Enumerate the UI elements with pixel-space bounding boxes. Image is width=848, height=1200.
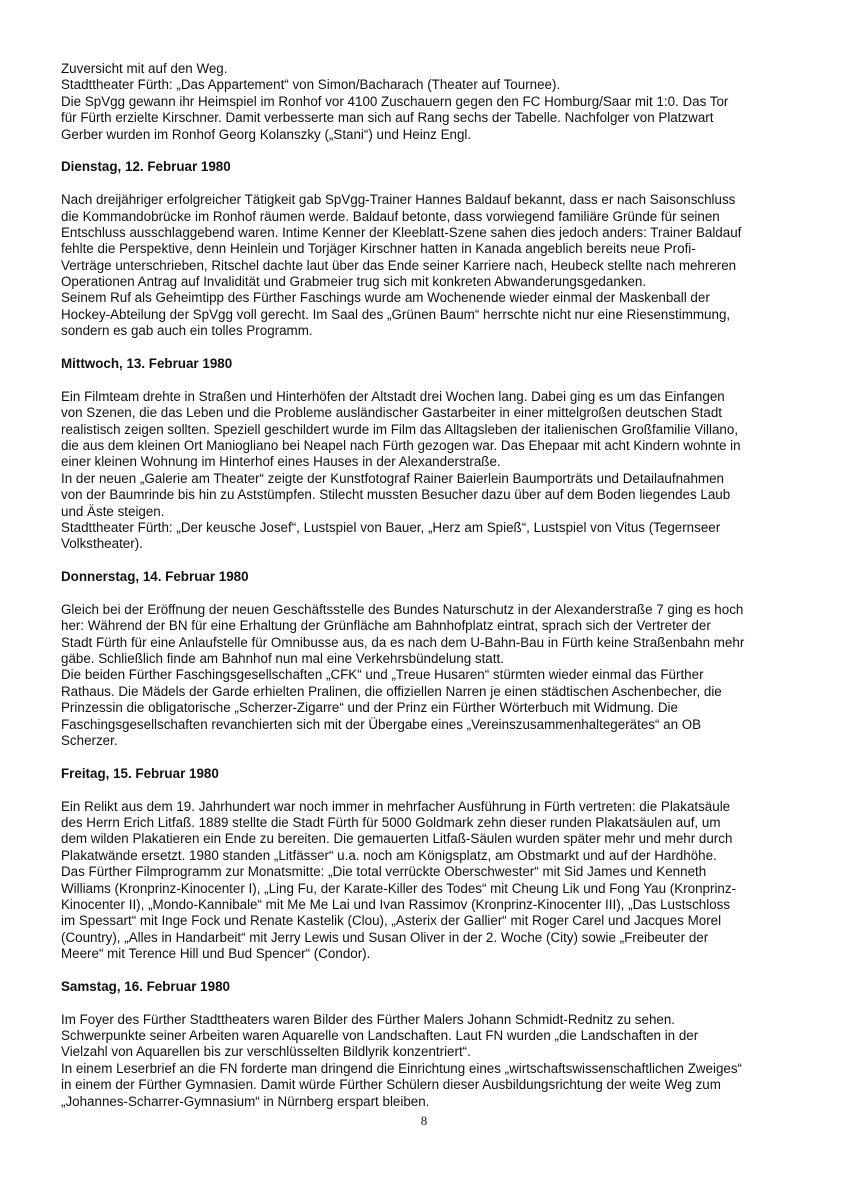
text-line: Verträge unterschrieben, Ritschel dachte laut über das Ende seiner Karriere nach, Heubeck stellte nach mehreren xyxy=(61,257,737,273)
blank-line xyxy=(61,553,744,569)
page-number: 8 xyxy=(420,1113,428,1128)
text-line: (Country), „Alles in Handarbeit“ mit Jerry Lewis und Susan Oliver in der 2. Woche (City) sowie „Freibeuter der xyxy=(61,929,709,945)
paragraph xyxy=(61,667,744,749)
text-line: Zuversicht mit auf den Weg. xyxy=(61,61,228,76)
text-line: her: Während der BN für eine Erhaltung der Grünfläche am Bahnhofplatz eintrat, sprach sich der Vertreter der xyxy=(61,618,711,634)
text-line: Vielzahl von Aquarellen bis zur verschlüsselten Bildlyrik konzentriert“. xyxy=(61,1044,471,1060)
text-line: fehlte die Perspektive, denn Heinlein und Torjäger Kirschner hatten in Kanada angeblich bereits neue Profi- xyxy=(61,241,696,257)
paragraph xyxy=(61,799,744,865)
date-heading: Dienstag, 12. Februar 1980 xyxy=(61,159,231,175)
blank-line xyxy=(61,176,744,192)
text-line: Williams (Kronprinz-Kinocenter I), „Ling Fu, der Karate-Killer des Todes“ mit Cheung Lik und Fong Yau (Kronprinz- xyxy=(61,880,737,896)
paragraph xyxy=(61,602,744,668)
blank-line xyxy=(61,340,744,356)
date-heading: Freitag, 15. Februar 1980 xyxy=(61,765,219,781)
text-line: Kinocenter II), „Mondo-Kannibale“ mit Me Me Lai und Ivan Rassimov (Kronprinz-Kinocenter III), „Das Lustschloss xyxy=(61,896,731,912)
paragraph xyxy=(61,290,744,339)
paragraph xyxy=(61,864,744,962)
text-line: realistisch zeigen sollten. Speziell geschildert wurde im Film das Alltagsleben der italienischen Großfamilie Villano, xyxy=(61,421,739,437)
text-line: Stadttheater Fürth: „Der keusche Josef“, Lustspiel von Bauer, „Herz am Spieß“, Lustspiel von Vitus (Tegernseer xyxy=(61,519,721,535)
text-line: und Äste steigen. xyxy=(61,503,165,519)
paragraph xyxy=(61,61,744,77)
paragraph xyxy=(61,1061,744,1110)
text-line: Stadttheater Fürth: „Das Appartement“ von Simon/Bacharach (Theater auf Tournee). xyxy=(61,77,561,93)
text-line: Gleich bei der Eröffnung der neuen Geschäftsstelle des Bundes Naturschutz in der Alexanderstraße 7 ging es hoch xyxy=(61,601,744,617)
blank-line xyxy=(61,143,744,159)
text-line: sondern es gab auch ein tolles Programm. xyxy=(61,323,313,339)
date-heading: Samstag, 16. Februar 1980 xyxy=(61,978,230,994)
text-line: Seinem Ruf als Geheimtipp des Fürther Faschings wurde am Wochenende wieder einmal der Maskenball der xyxy=(61,290,710,306)
text-line: Ein Relikt aus dem 19. Jahrhundert war noch immer in mehrfacher Ausführung in Fürth vertreten: die Plakatsäule xyxy=(61,798,731,814)
text-line: Stadt Fürth für eine Anlaufstelle für Omnibusse aus, da es nach dem U-Bahn-Bau in Fürth keine Straßenbahn mehr xyxy=(61,634,745,650)
text-line: Rathaus. Die Mädels der Garde erhielten Pralinen, die offiziellen Narren je einen städtischen Aschenbecher, die xyxy=(61,683,722,699)
text-line: Scherzer. xyxy=(61,733,118,749)
paragraph xyxy=(61,389,744,471)
paragraph xyxy=(61,520,744,553)
text-line: dem wilden Plakatieren ein Ende zu bereiten. Die gemauerten Litfaß-Säulen wurden später mehr und mehr durch xyxy=(61,831,733,847)
date-heading: Mittwoch, 13. Februar 1980 xyxy=(61,356,233,372)
text-line: Prinzessin die obligatorische „Scherzer-Zigarre“ und der Prinz ein Fürther Wörterbuch mit Widmung. Die xyxy=(61,700,678,716)
text-line: für Fürth erzielte Kirschner. Damit verbesserte man sich auf Rang sechs der Tabelle. Nachfolger von Platzwart xyxy=(61,110,714,126)
text-line: Plakatwände ersetzt. 1980 standen „Litfässer“ u.a. noch am Königsplatz, am Obstmarkt und auf der Hardhöhe. xyxy=(61,847,717,863)
text-line: Volkstheater). xyxy=(61,536,143,552)
blank-line xyxy=(61,962,744,978)
blank-line xyxy=(61,995,744,1011)
blank-line xyxy=(61,749,744,765)
text-line: Meere“ mit Terence Hill und Bud Spencer“ (Condor). xyxy=(61,946,371,962)
text-line: des Herrn Erich Litfaß. 1889 stellte die Stadt Fürth für 5000 Goldmark zehn dieser runden Plakatsäulen auf, um xyxy=(61,814,721,830)
text-line: In der neuen „Galerie am Theater“ zeigte der Kunstfotograf Rainer Baierlein Baumporträts und Detailaufnahmen xyxy=(61,470,724,486)
text-line: Operationen Antrag auf Invalidität und Grabmeier trug sich mit konkreten Abwanderungsgedanken. xyxy=(61,274,647,290)
text-line: „Johannes-Scharrer-Gymnasium“ in Nürnberg erspart bleiben. xyxy=(61,1093,430,1109)
text-line: in einem der Fürther Gymnasien. Damit würde Fürther Schülern dieser Ausbildungsrichtung der weite Weg zum xyxy=(61,1077,721,1093)
text-line: Das Fürther Filmprogramm zur Monatsmitte: „Die total verrückte Oberschwester“ mit Sid James und Kenneth xyxy=(61,864,707,880)
text-line: Im Foyer des Fürther Stadttheaters waren Bilder des Fürther Malers Johann Schmidt-Rednitz zu sehen. xyxy=(61,1011,676,1027)
text-line: Die SpVgg gewann ihr Heimspiel im Ronhof vor 4100 Zuschauern gegen den FC Homburg/Saar mit 1:0. Das Tor xyxy=(61,93,729,109)
text-line: Schwerpunkte seiner Arbeiten waren Aquarelle von Landschaften. Laut FN wurden „die Landschaften in der xyxy=(61,1028,699,1044)
text-line: die Kommandobrücke im Ronhof räumen werde. Baldauf betonte, dass vorwiegend familiäre Gründe für seinen xyxy=(61,208,720,224)
text-line: im Spessart“ mit Inge Fock und Renate Kastelik (Clou), „Asterix der Gallier“ mit Roger Carel und Jacques Morel xyxy=(61,913,722,929)
blank-line xyxy=(61,372,744,388)
text-line: von Szenen, die das Leben und die Probleme ausländischer Gastarbeiter in einer mittelgroßen deutschen Stadt xyxy=(61,405,723,421)
text-line: gäbe. Schließlich finde am Bahnhof nun mal eine Verkehrsbündelung statt. xyxy=(61,651,504,667)
text-line: Hockey-Abteilung der SpVgg voll gerecht. Im Saal des „Grünen Baum“ herrschte nicht nur eine Riesenstimmung, xyxy=(61,306,731,322)
paragraph xyxy=(61,192,744,290)
text-line: Entschluss ausschlaggebend waren. Intime Kenner der Kleeblatt-Szene sahen dies jedoch anders: Trainer Baldauf xyxy=(61,224,742,240)
text-line: Faschingsgesellschaften revanchierten sich mit der Übergabe eines „Vereinszusammenhaltegerätes“ an OB xyxy=(61,716,702,732)
paragraph xyxy=(61,471,744,520)
text-line: Ein Filmteam drehte in Straßen und Hinterhöfen der Altstadt drei Wochen lang. Dabei ging es um das Einfangen xyxy=(61,388,725,404)
paragraph xyxy=(61,77,744,93)
text-line: von der Baumrinde bis hin zu Aststümpfen. Stilecht mussten Besucher dazu über auf dem Boden liegendes Laub xyxy=(61,487,731,503)
text-line: die aus dem kleinen Ort Maniogliano bei Neapel nach Fürth gezogen war. Das Ehepaar mit acht Kindern wohnte in xyxy=(61,437,741,453)
text-line: Gerber wurden im Ronhof Georg Kolanszky („Stani“) und Heinz Engl. xyxy=(61,126,472,142)
paragraph xyxy=(61,1012,744,1061)
blank-line xyxy=(61,586,744,602)
text-line: Nach dreijähriger erfolgreicher Tätigkeit gab SpVgg-Trainer Hannes Baldauf bekannt, dass er nach Saisonschluss xyxy=(61,192,736,208)
date-heading: Donnerstag, 14. Februar 1980 xyxy=(61,569,249,585)
text-line: einer kleinen Wohnung im Hinterhof eines Hauses in der Alexanderstraße. xyxy=(61,454,501,470)
document-body xyxy=(61,61,744,1110)
text-line: In einem Leserbrief an die FN forderte man dringend die Einrichtung eines „wirtschaftswissenschaftlichen Zweiges“ xyxy=(61,1060,743,1076)
paragraph xyxy=(61,94,744,143)
text-line: Die beiden Fürther Faschingsgesellschaften „CFK“ und „Treue Husaren“ stürmten wieder einmal das Fürther xyxy=(61,667,704,683)
blank-line xyxy=(61,782,744,798)
